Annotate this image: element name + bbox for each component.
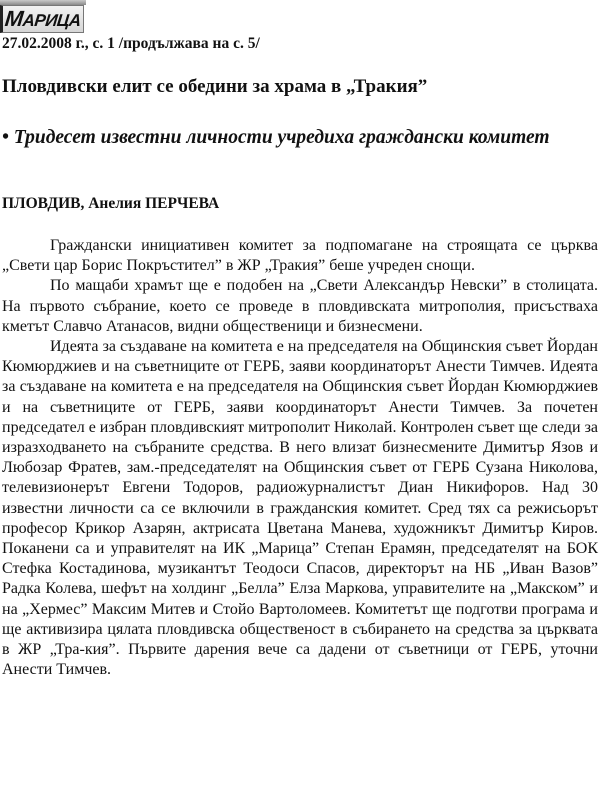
byline-author: Анелия ПЕРЧЕВА: [88, 195, 220, 212]
logo-text-rest: АРИЦА: [21, 11, 82, 30]
article-subhead: • Тридесет известни личности учредиха граждански комитет: [2, 127, 550, 148]
byline: [2, 195, 219, 213]
article-paragraph-2: По мащаби храмът ще е подобен на „Свети Александър Невски” в столицата. На първото събрание, което се проведе в пловдивската митрополия, присъстваха кметът Славчо Атанасов, видни общественици и бизнесмени.: [2, 277, 598, 335]
article-body: [2, 236, 598, 680]
newspaper-logo: [0, 0, 86, 34]
dateline: 27.02.2008 г., с. 1 /продължава на с. 5/: [2, 35, 260, 52]
logo-box: [0, 5, 84, 33]
article-paragraph-3: Идеята за създаване на комитета е на председателя на Общинския съвет Йордан Кюмюрджиев и на съветниците от ГЕРБ, заяви координаторът Анести Тимчев. Идеята за създаване на комитета е на председателя на Общинския съвет Йордан Кюмюрджиев и на съветниците от ГЕРБ, заяви координаторът Анести Тимчев. За почетен председател е избран пловдивският митрополит Николай. Контролен съвет ще следи за изразходването на събраните средства. В него влизат бизнесмените Димитър Язов и Любозар Фратев, зам.-председателят на Общинския съвет от ГЕРБ Сузана Николова, телевизионерът Евгени Тодоров, радиожурналистът Диан Никифоров. Над 30 известни личности са се включили в гражданския комитет. Сред тях са режисьорът професор Крикор Азарян, актрисата Цветана Манева, художникът Димитър Киров. Поканени са и управителят на ИК „Марица” Степан Ерамян, председателят на БОК Стефка Костадинова, музикантът Теодоси Спасов, директорът на НБ „Иван Вазов” Радка Колева, шефът на холдинг „Белла” Елза Маркова, управителите на „Макском” и на „Хермес” Максим Митев и Стойо Вартоломеев. Комитетът ще подготви програма и ще активизира цялата пловдивска общественост в събирането на средства за църквата в ЖР „Тра-кия”. Първите дарения вече са дадени от съветници от ГЕРБ, уточни Анести Тимчев.: [2, 338, 598, 679]
article-headline: Пловдивски елит се обедини за храма в „Тракия”: [2, 76, 428, 97]
logo-text: [4, 8, 82, 30]
byline-place: ПЛОВДИВ,: [2, 195, 85, 212]
article-paragraph-1: Граждански инициативен комитет за подпомагане на строящата се църква „Свети цар Борис Покръстител” в ЖР „Тракия” беше учреден снощи.: [2, 237, 598, 275]
logo-text-initial: М: [3, 6, 25, 31]
